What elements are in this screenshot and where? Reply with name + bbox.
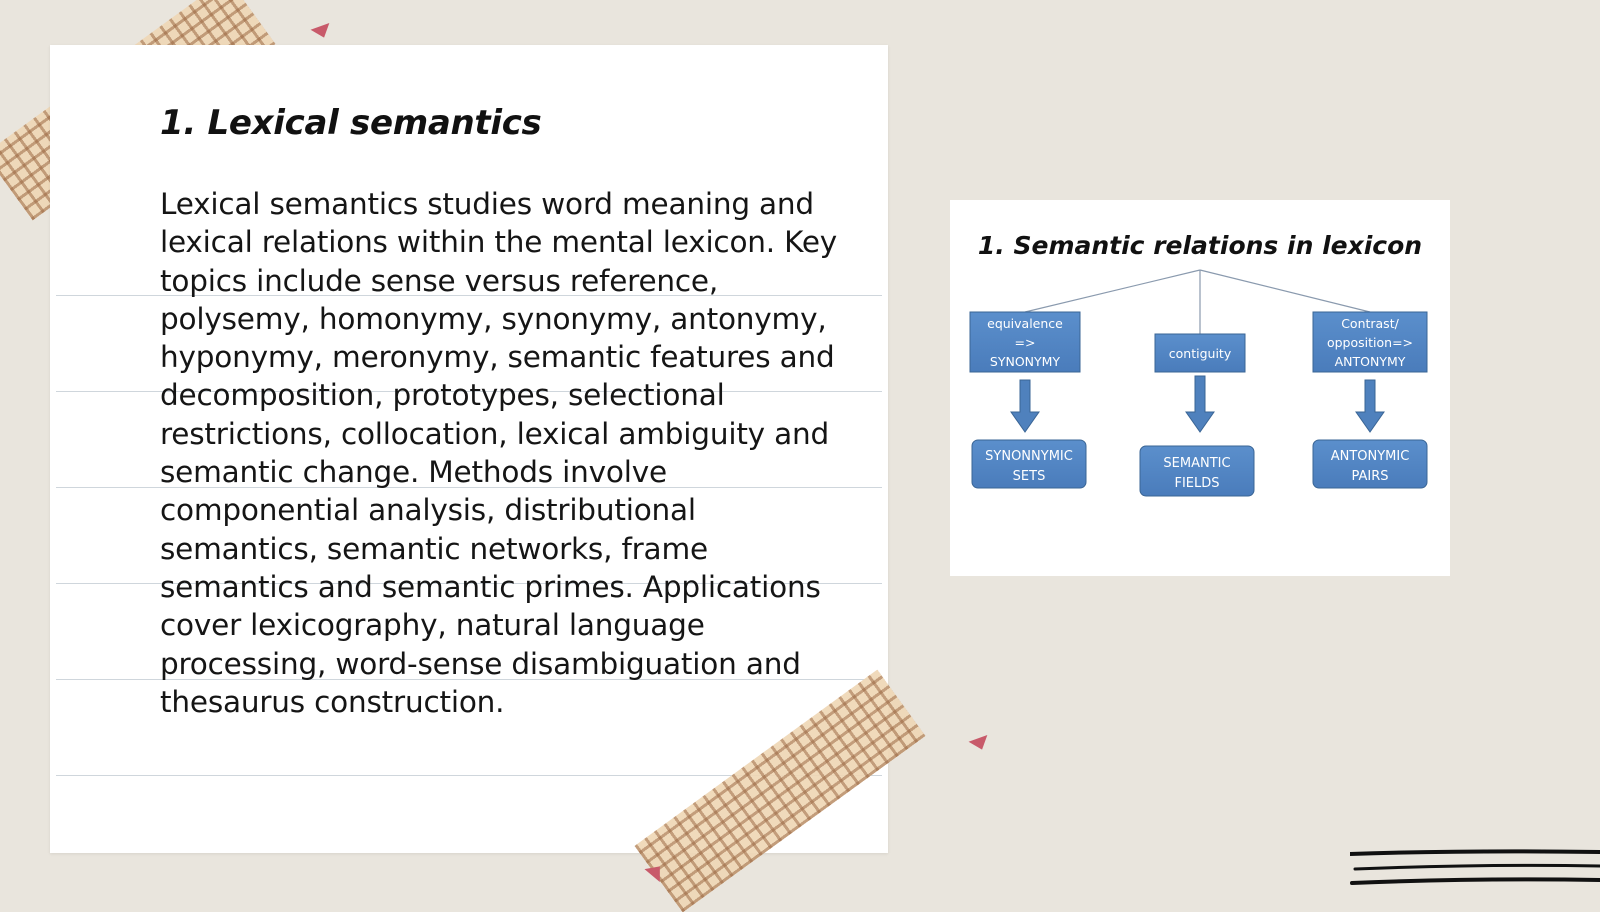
tape-pin-icon — [311, 23, 334, 41]
brush-strokes-decor — [1350, 848, 1600, 893]
result-box-synonymic-sets — [972, 440, 1086, 488]
result-label: SETS — [1012, 469, 1046, 484]
slide-title: 1. Lexical semantics — [160, 103, 542, 143]
relation-label: => — [1014, 335, 1036, 350]
relation-box-antonymy — [1313, 312, 1427, 372]
relation-box-contiguity — [1155, 334, 1245, 372]
relation-label: opposition=> — [1326, 335, 1414, 350]
connector-line — [1200, 270, 1370, 312]
result-label: ANTONYMIC — [1330, 449, 1410, 464]
result-label: PAIRS — [1351, 469, 1389, 484]
semantic-relations-diagram — [950, 200, 1450, 576]
diagram-title: 1. Semantic relations in lexicon — [977, 231, 1423, 260]
connector-line — [1025, 270, 1200, 312]
relation-label: equivalence — [987, 316, 1063, 331]
down-arrow-icon — [1356, 380, 1384, 432]
body-paragraph: Lexical semantics studies word meaning and lexical relations within the mental lexicon. Key topics include sense versus reference, polysemy, homonymy, synonymy, antonymy, hyponymy, meronymy, semantic features and decomposition, prototypes, selectional restrictions, collocation, lexical ambiguity and semantic change. Methods involve componential analysis, distributional semantics, semantic networks, frame semantics and semantic primes. Applications cover lexicography, natural language processing, word-sense disambiguation and thesaurus construction. — [160, 187, 838, 719]
down-arrow-icon — [1186, 376, 1214, 432]
diagram-svg — [950, 200, 1450, 576]
result-label: FIELDS — [1174, 476, 1220, 491]
relation-label: Contrast/ — [1341, 316, 1399, 331]
tape-pin-icon — [969, 735, 992, 753]
down-arrow-icon — [1011, 380, 1039, 432]
result-box-antonymic-pairs — [1313, 440, 1427, 488]
result-label: SEMANTIC — [1163, 456, 1231, 471]
result-box-semantic-fields — [1140, 446, 1254, 496]
relation-box-synonymy — [970, 312, 1080, 372]
notebook-paper — [50, 45, 888, 853]
relation-label: ANTONYMY — [1334, 354, 1406, 369]
result-label: SYNONNYMIC — [985, 449, 1073, 464]
relation-label: SYNONYMY — [989, 354, 1061, 369]
relation-label: contiguity — [1168, 346, 1232, 361]
